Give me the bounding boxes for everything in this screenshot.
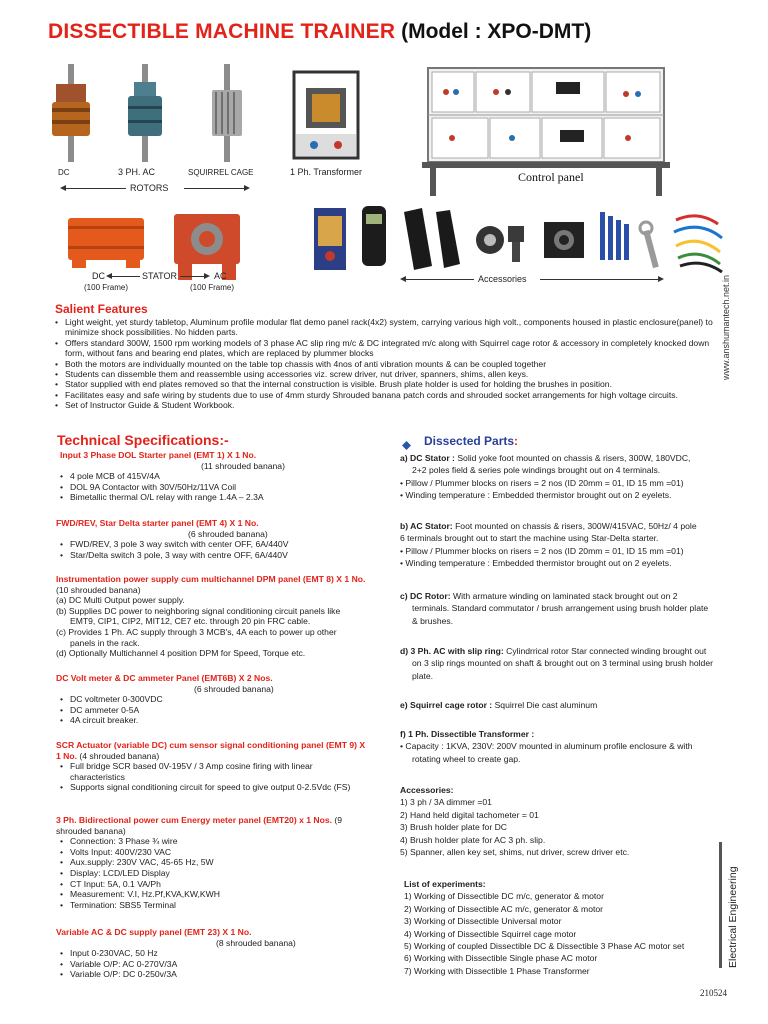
plummer-block-icon [476,226,524,262]
spec-panel-title-row [56,740,368,761]
dissected-line: terminals. Standard commutator / brush arrangement using brush holder plate [412,603,709,614]
dissected-heading-text: Dissected Parts [424,434,515,448]
dc-rotor-image [52,64,90,162]
spec-panel-title: Variable AC & DC supply panel (EMT 23) X 1 No. [56,927,252,937]
spec-panel-title-row [56,574,366,595]
dissected-line: plate. [412,670,434,681]
spec-panel-emt4 [56,518,376,560]
transformer-image [290,70,362,162]
spec-panel-title: Instrumentation power supply cum multichannel DPM panel (EMT 8) X 1 No. [56,574,366,584]
spec-item: • 4 pole MCB of 415V/4A [56,471,376,482]
spec-item: • Variable O/P: AC 0-270V/3A [56,959,376,970]
dissected-part-transformer [400,728,730,765]
spec-line: (b) Supplies DC power to neighboring signal conditioning circuit panels like [56,605,341,616]
dissected-line: • Winding temperature : Embedded thermistor brought out on 2 eyelets. [400,490,672,501]
rotors-arrow-right [244,185,250,191]
rotors-line-left [66,188,126,189]
dissected-line [400,452,730,464]
title-model: (Model : XPO-DMT) [401,20,592,43]
dissected-text: Solid yoke foot mounted on chassis & risers, 300W, 180VDC, [457,453,691,463]
category-label: Electrical Engineering [727,866,739,968]
spec-panel-note: (6 shrouded banana) [188,528,268,539]
spec-item: • Connection: 3 Phase ¾ wire [56,836,346,847]
dissected-line [400,590,730,602]
dissected-line: • Capacity : 1KVA, 230V: 200V mounted in aluminum profile enclosure & with [400,741,693,752]
spec-panel-title: DC Volt meter & DC ammeter Panel (EMT6B) X 2 Nos. [56,673,273,683]
dissected-text: With armature winding on laminated stack brought out on 2 [453,591,678,601]
experiment-item: 5) Working of coupled Dissectible DC & Dissectible 3 Phase AC motor set [404,941,685,952]
dissected-line [400,520,730,532]
rotor-label-dc: DC [58,168,70,177]
spec-panel-note: (4 shrouded banana) [79,750,160,761]
dissected-label: d) 3 Ph. AC with slip ring: [400,646,504,656]
dissected-text: Cylindrrical rotor Star connected winding brought out [506,646,707,656]
spec-panel-emt1 [56,450,376,503]
dissected-parts-heading [424,434,518,448]
dissected-line: • Pillow / Plummer blocks on risers = 2 nos (ID 20mm = 01, ID 15 mm =01) [400,545,684,556]
accessories-heading: Accessories: [400,785,454,795]
spec-item: • 4A circuit breaker. [56,715,376,726]
dissected-part-slip-ring [400,645,730,682]
spec-item: • Bimetallic thermal O/L relay with range 1.4A – 2.3A [56,492,376,503]
experiment-item: 4) Working of Dissectible Squirrel cage motor [404,928,577,939]
transformer-label: 1 Ph. Transformer [290,167,363,177]
accessory-item: 3) Brush holder plate for DC [400,822,507,833]
dissected-part-dc-rotor [400,590,730,627]
category-side-tab [719,842,745,968]
page-title [48,20,591,44]
spec-panel-title: SCR Actuator (variable DC) cum sensor signal conditioning panel (EMT 9) X 1 No. [56,740,366,761]
spec-item: • DC voltmeter 0-300VDC [56,694,376,705]
spec-panel-emt8 [56,574,366,659]
spec-panel-emt23 [56,927,376,980]
salient-item: • Set of Instructor Guide & Student Workbook. [55,400,715,410]
document-code: 210524 [700,988,727,998]
accessories-line-right [540,279,658,280]
salient-item: • Both the motors are individually mounted on the table top chassis with 4nos of anti vibration mounts & can be coupled together [55,359,715,369]
spec-item: • Variable O/P: DC 0-250v/3A [56,969,376,980]
dissected-line [400,645,730,657]
experiment-item: 3) Working of Dissectible Universal motor [404,916,562,927]
experiment-item: 6) Working with Dissectible Single phase AC motor [404,953,598,964]
dissected-line: • Pillow / Plummer blocks on risers = 2 nos (ID 20mm = 01, ID 15 mm =01) [400,477,684,488]
rotors-line-right [184,188,244,189]
stator-label-ac: AC [214,271,227,281]
accessory-item: 1) 3 ph / 3A dimmer =01 [400,797,492,808]
accessory-item: 4) Brush holder plate for AC 3 ph. slip. [400,834,546,845]
spec-item: • Display: LCD/LED Display [56,868,346,879]
diamond-bullet-icon [402,437,411,446]
dissected-label: f) 1 Ph. Dissectible Transformer : [400,729,535,739]
dissected-part-ac-stator [400,520,730,570]
dissected-label: a) DC Stator : [400,453,455,463]
spec-line: (a) DC Multi Output power supply. [56,595,185,606]
salient-features-heading: Salient Features [55,302,148,316]
accessories-label: Accessories [478,274,527,284]
spec-item: • Termination: SBS5 Terminal [56,900,346,911]
side-website-url [721,250,745,380]
dissected-part-squirrel-cage [400,699,730,711]
rotor-label-squirrel-cage: SQUIRREL CAGE [188,168,254,177]
dissected-text: Squirrel Die cast aluminum [494,700,598,710]
technical-specifications-heading: Technical Specifications:- [57,432,229,448]
spanner-icon [640,222,659,268]
salient-item: • Students can dissemble them and reassemble using accessories viz. screw driver, nut driver, spanners, shims, allen keys. [55,369,715,379]
patch-cords-icon [674,216,722,272]
spec-item: • Supports signal conditioning circuit for speed to give output 0-2.5Vdc (FS) [56,782,368,793]
spec-panel-note: (6 shrouded banana) [194,683,274,694]
dissected-label: b) AC Stator: [400,521,453,531]
stator-dc-image [62,212,150,270]
salient-features-list [55,317,715,411]
bearing-housing-icon [544,222,584,258]
spec-item: • DOL 9A Contactor with 30V/50Hz/11VA Coil [56,482,376,493]
spec-panel-note: (11 shrouded banana) [201,460,285,471]
spec-line: (c) Provides 1 Ph. AC supply through 3 MCB's, 4A each to power up other [56,626,337,637]
spec-item: • CT Input: 5A, 0.1 VA/Ph [56,879,346,890]
spec-panel-title: Input 3 Phase DOL Starter panel (EMT 1) X 1 No. [60,450,257,460]
spec-line: (d) Optionally Multichannel 4 position DPM for Speed, Torque etc. [56,648,306,659]
dissected-label: c) DC Rotor: [400,591,451,601]
salient-item: • Facilitates easy and safe wiring by students due to use of 4mm sturdy Shrouded banana patch cords and shrouded socket arrangements for high voltage circuits. [55,390,715,400]
stator-dc-frame: (100 Frame) [84,283,129,292]
website-url-text: www.anshumantech.net.in [721,274,731,380]
spec-panel-note: (9 shrouded banana) [56,815,343,836]
experiment-item: 7) Working with Dissectible 1 Phase Transformer [404,965,590,976]
stator-line-right [180,276,204,277]
salient-item: • Light weight, yet sturdy tabletop, Aluminum profile modular flat demo panel rack(4x2) system, carrying various high volt., components housed in plastic enclosure(panel) to minimize shock possibilities. No hidden parts. [55,317,715,338]
stator-line-left [112,276,140,277]
experiments-heading: List of experiments: [404,879,486,889]
dimmer-icon [314,208,346,270]
accessory-item: 2) Hand held digital tachometer = 01 [400,809,539,820]
stator-label-dc: DC [92,271,105,281]
spec-item: • Aux.supply: 230V VAC, 45-65 Hz, 5W [56,857,346,868]
stator-ac-frame: (100 Frame) [190,283,235,292]
dissected-line: & brushes. [412,615,454,626]
rotors-caption: ROTORS [130,183,169,193]
dissected-heading-colon: : [514,434,519,448]
dissected-text: Foot mounted on chassis & risers, 300W/415VAC, 50Hz/ 4 pole [455,521,697,531]
accessories-section [400,784,730,858]
spec-panel-note: (8 shrouded banana) [216,937,296,948]
salient-item: • Stator supplied with end plates removed so that the internal construction is visible. Brush plate holder is used for holding the brushes in position. [55,379,715,389]
accessory-item: 5) Spanner, allen key set, shims, nut driver, screw driver etc. [400,847,630,858]
experiment-item: 1) Working of Dissectible DC m/c, generator & motor [404,891,604,902]
experiments-section [404,878,734,977]
salient-item: • Offers standard 300W, 1500 rpm working models of 3 phase AC slip ring m/c & DC integrated m/c along with Squirrel cage rotor & accessory in completely knocked down form, without fans and bearing end plates, which are replaced by plummer blocks [55,338,715,359]
control-panel-label: Control panel [518,170,584,184]
squirrel-cage-rotor-image [212,64,242,162]
spec-item: • Input 0-230VAC, 50 Hz [56,948,376,959]
dissected-line: 6 terminals brought out to start the machine using Star-Delta starter. [400,533,659,544]
rotor-photos [40,62,280,166]
experiment-item: 2) Working of Dissectible AC m/c, generator & motor [404,903,604,914]
accessories-line-left [406,279,474,280]
allen-key-set-icon [600,212,629,260]
dissected-line: on 3 slip rings mounted on shaft & brought out on 3 terminal using brush holder [412,658,713,669]
spec-panel-title: FWD/REV, Star Delta starter panel (EMT 4) X 1 No. [56,518,259,528]
spec-item: • DC ammeter 0-5A [56,705,376,716]
spec-panel-emt9 [56,740,368,793]
tachometer-icon [362,206,386,266]
ac-rotor-image [128,64,162,162]
spec-line: panels in the rack. [70,637,140,648]
dissected-line: 2+2 poles field & series pole windings brought out on 4 terminals. [412,465,661,476]
stator-caption: STATOR [142,271,178,281]
accessories-image [308,200,728,278]
spec-panel-title-row [56,815,346,836]
dissected-part-dc-stator [400,452,730,502]
rotor-label-3ph-ac: 3 PH. AC [118,167,156,177]
spec-item: • Star/Delta switch 3 pole, 3 way with centre OFF, 6A/440V [56,550,376,561]
dissected-line: rotating wheel to create gap. [412,753,521,764]
accessories-arrow-right [658,276,664,282]
title-main: DISSECTIBLE MACHINE TRAINER [48,20,396,43]
dissected-line: • Winding temperature : Embedded thermistor brought out on 2 eyelets. [400,558,672,569]
spec-item: • Measurement: V.I, Hz.Pf,KVA,KW,KWH [56,889,346,900]
spec-panel-note: (10 shrouded banana) [56,584,141,595]
spec-panel-emt20 [56,815,346,910]
spec-line: EMT9, CIP1, CIP2, MIT12, CE7 etc. through 20 pin FRC cable. [70,616,311,627]
spec-panel-emt6b [56,673,376,726]
stator-arrow-right [204,273,210,279]
brush-holder-plate-icon [404,208,460,270]
spec-item: • FWD/REV, 3 pole 3 way switch with center OFF, 6A/440V [56,539,376,550]
spec-panel-title: 3 Ph. Bidirectional power cum Energy meter panel (EMT20) x 1 Nos. [56,815,333,825]
dissected-label: e) Squirrel cage rotor : [400,700,493,710]
dissected-line [400,699,730,711]
spec-item: • Volts Input: 400V/230 VAC [56,847,346,858]
spec-item: • Full bridge SCR based 0V-195V / 3 Amp cosine firing with linear characteristics [56,761,368,782]
